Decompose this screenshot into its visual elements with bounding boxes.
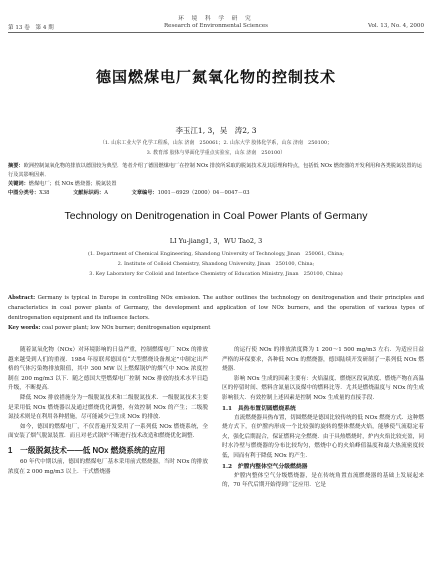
doc-code-value: A [104, 190, 108, 196]
abstract-text-en: Germany is typical in Europe in controlling NOx emission. The author outlines the technology on denitrogenation and their principles and characteristics in coal power plants of Germany, the development and application of low NOx burners, and the operation of various types of denitrogenation equipment and its influence factors. [8, 295, 425, 321]
body-column-right [222, 346, 424, 491]
paper-title-en: Technology on Denitrogenation in Coal Power Plants of Germany [64, 210, 368, 222]
abstract-label-en: Abstract: [8, 295, 36, 301]
paragraph: 的运行使 NOx 的排放浓度降为 1 200～1 500 mg/m3 左右．为适应日益严格的环保要求，各种低 NOx 的燃烧器，德国陆续开发研制了一系列低 NOx 燃烧器． [222, 347, 424, 373]
abstract-text-cn: 欧洲控制氮氧化物的排放以德国较为典型．笔者介绍了德国燃煤电厂在控制 NOx 排放所采取的脱氮技术及其原理和特点，包括低 NOx 燃烧器的开发利用和各类脱氮装置的运行及其影响因素． [8, 163, 422, 178]
subsection-heading: 1.2 炉膛内整体空气分级燃烧器 [222, 463, 308, 470]
subsection-heading: 1.1 具热布置切圆燃烧系统 [222, 405, 296, 412]
keywords-cn [8, 180, 424, 189]
keywords-label-cn: 关键词： [8, 181, 29, 187]
keywords-text-cn: 燃煤电厂；低 NOx 燃烧器；脱氮装置 [28, 181, 117, 187]
keywords-label-en: Key words: [8, 325, 41, 331]
authors-cn: 李玉江1, 3，吴 涛2, 3 [175, 126, 257, 135]
clc-label: 中图分类号： [8, 190, 40, 196]
affiliations-cn: （1. 山东工业大学 化学工程系，山东 济南 250061；2. 山东大学 胶体化学系，山东 济南 250100； 3. 教育部 胶体与界面化学重点实验室，山东 济南 250100） [99, 140, 333, 156]
article-no-field [132, 190, 250, 196]
article-no-label: 文章编号： [131, 190, 158, 196]
section-heading: 1 一级脱氮技术——低 NOx 燃烧系统的应用 [8, 445, 166, 455]
paragraph: 如今，德国的燃煤电厂，不仅普遍开发采用了一系列低 NOx 燃烧系统，全面安装了烟气脱氮装置．而且对老式锅炉不断进行技术改造和燃烧优化调整． [8, 423, 208, 440]
paragraph: 直流燃烧器具热布置，切圆燃烧是德国比较传统的低 NOx 燃烧方式．这种燃烧方式下，在炉膛内形成一个比较强的旋转的整体燃烧火焰，能够使气流稳定着火，强化后期混合，保证燃料完全燃烧．由于具热燃烧时，炉内火焰比较充盈，同时水冷壁与燃烧器的分布比较均匀，燃烧中心的火焰峰值温度和最大热流密度较低，因而有利于降低 NOx 的产生． [222, 414, 424, 459]
abstract-cn [8, 162, 424, 180]
volume-issue-cn: 第 13 卷 第 4 期 [8, 25, 54, 31]
clc-field [8, 190, 49, 196]
volume-issue-en: Vol. 13, No. 4, 2000 [368, 23, 424, 29]
paragraph: 降低 NOx 排放措施分为一级脱氮技术和二级脱氮技术．一级脱氮技术主要是采用低 NOx 燃烧器以及通过燃烧优化调整，有效控制 NOx 的产生；二级脱氮技术则是在利用各种措施，尽可能减少已生成 NOx 的排放． [8, 394, 208, 421]
affiliations-en: (1. Department of Chemical Engineering, Shandong University of Technology, Jinan 250061, China; 2. Institute of Colloid Chemistry, Shandong University, Jinan 250100, China; 3. Key Laboratory for Colloid and Interface Chemistry of Education Ministry, Jinan 250100, China) [88, 251, 344, 277]
header-rule [8, 32, 424, 33]
keywords-text-en: coal power plant; low NOx burner; denitrogenation equipment [42, 325, 211, 331]
abstract-label-cn: 摘要： [8, 163, 24, 169]
doc-code-field [73, 190, 108, 196]
paragraph: 随着氮氧化物（NOx）对环境影响的日益严重，控制燃煤电厂 NOx 的排放越来越受到人们的重视．1984 年原联邦德国在“大型燃烧设备规定”中制定出严格的气体污染物排放限值，其中 300 MW 以上燃煤锅炉的烟气中 NOx 浓度控制在 200 mg/m3 以下．随之德国大型燃煤电厂控制 NOx 排放的技术水平日趋升级，不断提高． [8, 347, 208, 392]
authors-en: LI Yu-jiang1, 3，WU Tao2, 3 [169, 237, 263, 245]
clc-value: X38 [39, 190, 50, 196]
paragraph: 60 年代中期以前，德国的燃煤电厂基本采用前式燃烧器，当时 NOx 的排放浓度在 2 000 mg/m3 以上．干式燃烧器 [8, 458, 208, 475]
doc-code-label: 文献标识码： [73, 190, 105, 196]
journal-name-cn: 环 境 科 学 研 究 [178, 16, 254, 22]
article-no-value: 1001－6929（2000）04－0047－03 [157, 190, 250, 196]
journal-name-en: Research of Environmental Sciences [163, 23, 269, 29]
abstract-en [8, 293, 424, 323]
paragraph: 影响 NOx 生成的因素主要有：火焰温度、燃烧区段氧浓度、燃烧产物在高温区的停留时间、燃料含氮量以及煤中的燃料比等．尤其是燃烧温度与 NOx 的生成影响很大．有效控制上述因素是控制 NOx 生成量的直接手段． [222, 375, 424, 401]
keywords-en [8, 323, 424, 333]
classification-line [8, 189, 424, 198]
paragraph: 炉膛内整体空气分级燃烧器，是在传统角置直流燃烧器的基础上发展起来的，70 年代后期开始得到广泛应用．它是 [222, 472, 424, 489]
body-column-left [8, 346, 208, 477]
paper-title-cn: 德国燃煤电厂氮氧化物的控制技术 [95, 68, 336, 86]
